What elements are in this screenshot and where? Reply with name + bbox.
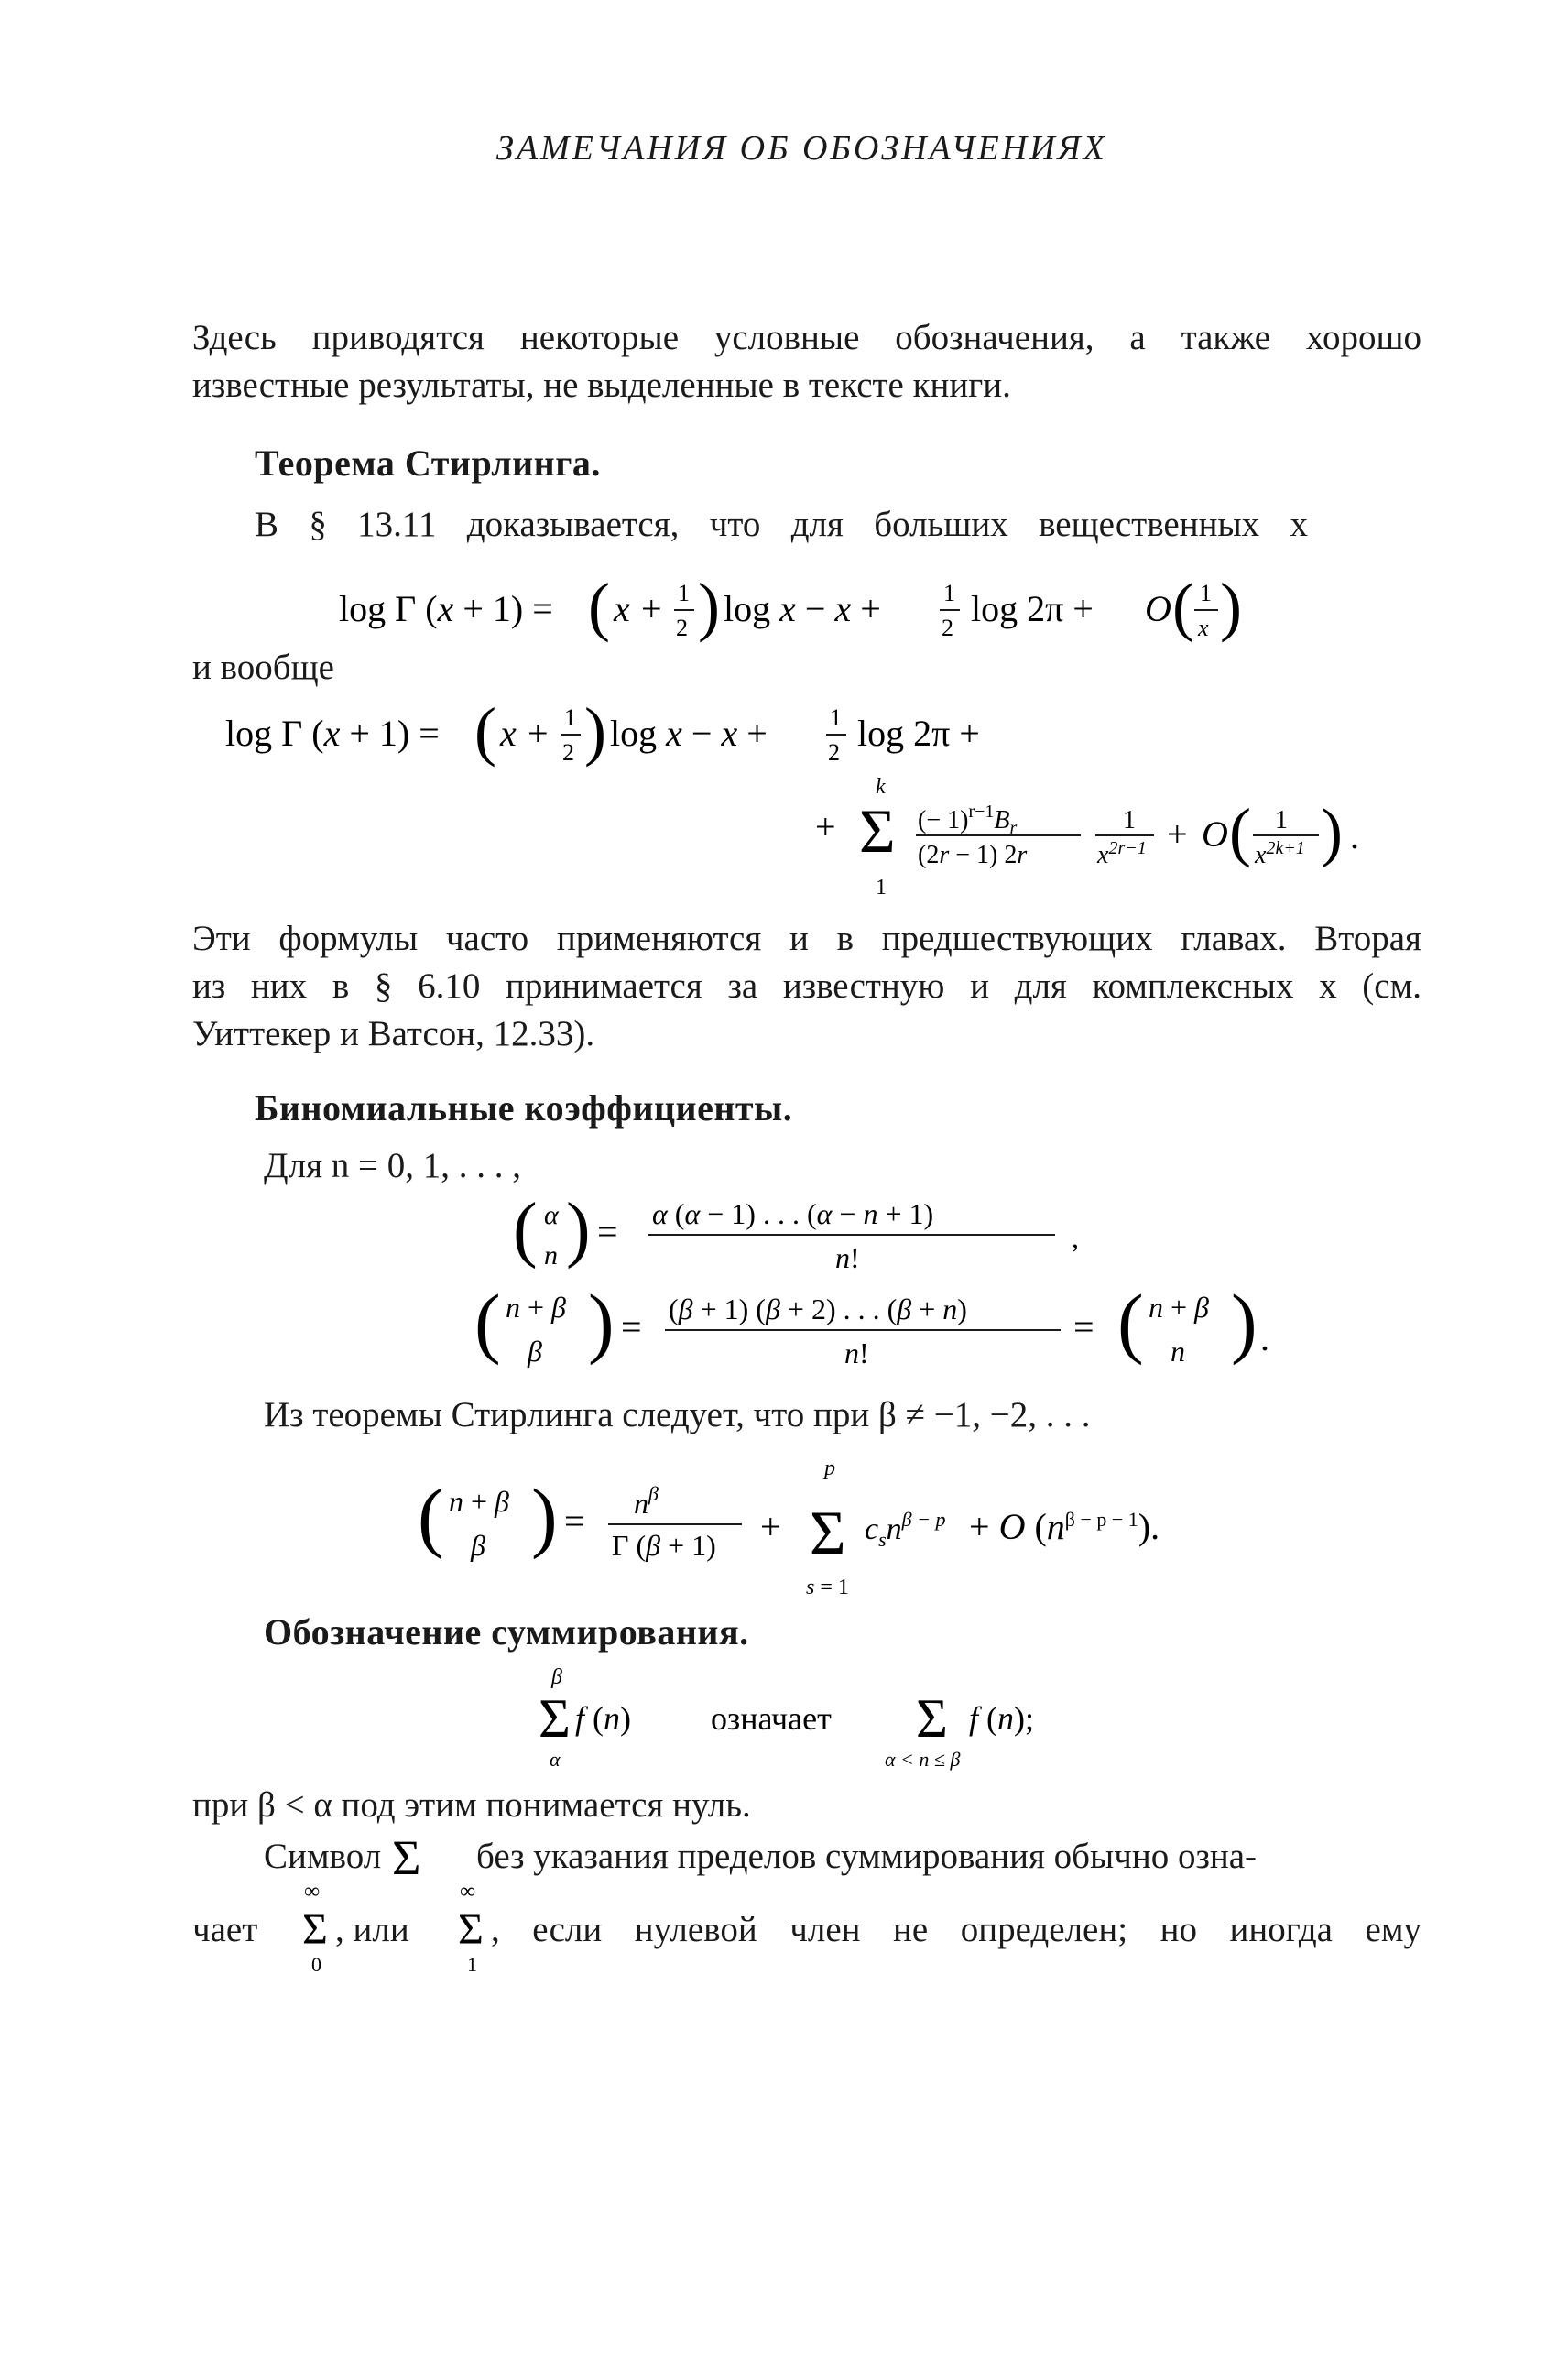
svg-text:(: ( [474, 1282, 501, 1366]
svg-text:log Γ (x + 1) =: log Γ (x + 1) = [225, 713, 440, 754]
svg-text:n + β: n + β [449, 1485, 509, 1518]
svg-text:Σ: Σ [810, 1498, 846, 1567]
svg-text:): ) [566, 1191, 591, 1270]
intro-line-2: известные результаты, не выделенные в тексте книги. [192, 365, 1011, 405]
svg-text:): ) [1231, 1282, 1258, 1366]
svg-text:α: α [550, 1748, 561, 1771]
svg-text:(: ( [1229, 795, 1251, 868]
running-header: ЗАМЕЧАНИЯ ОБ ОБОЗНАЧЕНИЯХ [496, 129, 1107, 168]
intro-line-1: Здесь приводятся некоторые условные обозначения, а также хорошо [192, 318, 1421, 357]
svg-text:s = 1: s = 1 [806, 1576, 849, 1599]
svg-text:): ) [1321, 795, 1343, 868]
svg-text:x: x [500, 713, 517, 754]
svg-text:log x − x +: log x − x + [724, 588, 881, 629]
svg-text:1: 1 [467, 1953, 477, 1976]
stirling-lead: В § 13.11 доказывается, что для больших вещественных x [255, 505, 1308, 544]
svg-text:.: . [1260, 1317, 1269, 1358]
svg-text:0: 0 [311, 1953, 321, 1976]
svg-text:x2k+1: $x^{2k+1}$ [1255, 838, 1305, 869]
svg-text:n!: n! [844, 1336, 869, 1369]
binomial-heading: Биномиальные коэффициенты. [255, 1087, 793, 1129]
svg-text:): ) [584, 694, 606, 768]
svg-text:p: p [824, 1456, 835, 1480]
svg-text:+: + [1167, 813, 1188, 855]
stirling-remark-line-3: Уиттекер и Ватсон, 12.33). [192, 1014, 595, 1053]
svg-text:β: β [471, 1529, 485, 1562]
sigma-0-inf [299, 1876, 339, 1977]
svg-text:): ) [588, 1282, 615, 1366]
binomial-lead-2: Из теоремы Стирлинга следует, что при β ≠ −1, −2, . . . [264, 1395, 1091, 1434]
svg-text:2: 2 [562, 739, 574, 766]
svg-text:,: , [1072, 1221, 1079, 1254]
last-line-or: , или [335, 1910, 409, 1949]
svg-text:+: + [641, 588, 662, 629]
svg-text:x: x [1198, 615, 1209, 641]
svg-text:=: = [1073, 1306, 1094, 1347]
svg-text:β: β [528, 1335, 542, 1368]
svg-text:log 2π +: log 2π + [971, 588, 1094, 629]
svg-text:(: ( [588, 570, 610, 643]
svg-text:=: = [621, 1306, 642, 1347]
svg-text:=: = [564, 1500, 585, 1542]
last-line-start: чает [192, 1910, 258, 1949]
svg-text:n: n [1171, 1335, 1185, 1368]
summation-symbol-end: без указания пределов суммирования обычно озна- [476, 1837, 1258, 1876]
summation-symbol-start: Символ [264, 1837, 382, 1876]
svg-text:α < n ≤ β: α < n ≤ β [885, 1748, 961, 1771]
svg-text:(: ( [513, 1191, 538, 1270]
svg-text:Σ: Σ [859, 796, 896, 866]
svg-text:x: x [614, 588, 630, 629]
svg-text:α: α [544, 1200, 559, 1230]
svg-text:Σ: Σ [916, 1688, 948, 1749]
stirling-remark-line-1: Эти формулы часто применяются и в предшествующих главах. Вторая [192, 919, 1421, 958]
svg-text:2: 2 [942, 615, 953, 641]
svg-text:log Γ (x + 1) =: log Γ (x + 1) = [339, 588, 553, 629]
svg-text:): ) [531, 1472, 558, 1560]
svg-text:log x − x +: log x − x + [610, 713, 768, 754]
svg-text:n!: n! [835, 1241, 860, 1274]
svg-text:1: 1 [876, 876, 887, 900]
svg-text:1: 1 [943, 580, 955, 606]
stirling-connector: и вообще [192, 648, 334, 687]
svg-text:x2r−1: $x^{2r-1}$ [1097, 838, 1147, 869]
stirling-heading: Теорема Стирлинга. [255, 442, 601, 484]
binomial-formula-1 [513, 1191, 1117, 1282]
svg-text:(: ( [474, 694, 496, 768]
svg-text:Γ (β + 1): Γ (β + 1) [612, 1529, 716, 1562]
svg-text:log 2π +: log 2π + [857, 713, 980, 754]
svg-text:∞: ∞ [304, 1880, 321, 1903]
svg-text:∞: ∞ [460, 1880, 476, 1903]
svg-text:(β + 1) (β + 2) . . . (β + n): (β + 1) (β + 2) . . . (β + n) [669, 1293, 967, 1325]
svg-text:+ O (nβ − p − 1).: + O $(n^{\beta - p - 1})$. [969, 1506, 1160, 1547]
svg-text:O: O [1202, 813, 1228, 855]
svg-text:(− 1)r−1Br: (− $1)^{r-1}B_r$ [918, 802, 1018, 838]
svg-text:+: + [760, 1506, 781, 1547]
svg-text:1: 1 [830, 704, 842, 731]
svg-text:): ) [1220, 570, 1242, 643]
svg-text:=: = [597, 1211, 618, 1252]
summation-heading: Обозначение суммирования. [264, 1611, 749, 1653]
svg-text:f (n): f (n) [575, 1700, 632, 1737]
stirling-formula-2-line-2 [815, 775, 1456, 903]
svg-text:O: O [1145, 588, 1171, 629]
svg-text:): ) [698, 570, 720, 643]
svg-text:1: 1 [1200, 580, 1212, 606]
svg-text:csnβ − p: $c_sn^{\beta - p}$ [865, 1508, 946, 1551]
svg-text:2: 2 [828, 739, 840, 766]
svg-text:Σ: Σ [458, 1905, 484, 1954]
svg-text:Σ: Σ [539, 1688, 571, 1749]
svg-text:1: 1 [678, 580, 690, 606]
svg-text:(: ( [418, 1472, 444, 1560]
sigma-symbol [390, 1828, 436, 1883]
svg-text:1: 1 [1275, 806, 1288, 834]
summation-zero-line: при β < α под этим понимается нуль. [192, 1785, 751, 1825]
svg-text:α (α − 1) . . . (α − n + 1): α (α − 1) . . . (α − n + 1) [652, 1197, 934, 1230]
svg-text:+: + [815, 806, 836, 847]
stirling-formula-1 [339, 557, 1310, 658]
summation-formula [539, 1664, 1143, 1773]
svg-text:(: ( [1117, 1282, 1144, 1366]
svg-text:n + β: n + β [1149, 1291, 1209, 1324]
summation-means: означает [711, 1700, 832, 1737]
last-line-end: , если нулевой член не определен; но иногда ему [491, 1910, 1421, 1949]
stirling-formula-2-line-1 [225, 689, 1141, 780]
stirling-remark-line-2: из них в § 6.10 принимается за известную и для комплексных x (см. [192, 966, 1421, 1006]
svg-text:f (n);: f (n); [969, 1700, 1035, 1737]
svg-text:Σ: Σ [392, 1830, 421, 1883]
svg-text:(: ( [1172, 570, 1194, 643]
svg-text:(2r − 1) 2r: (2r − 1) 2r [918, 841, 1028, 869]
binomial-lead: Для n = 0, 1, . . . , [264, 1146, 521, 1185]
svg-text:n: n [544, 1240, 558, 1271]
svg-text:1: 1 [564, 704, 576, 731]
binomial-formula-2 [474, 1282, 1299, 1383]
svg-text:1: 1 [1123, 806, 1136, 834]
svg-text:+: + [528, 713, 549, 754]
svg-text:2: 2 [676, 615, 688, 641]
svg-text:β: β [551, 1665, 562, 1689]
svg-text:nβ: $n^\beta$ [634, 1482, 659, 1520]
svg-text:n + β: n + β [506, 1291, 566, 1324]
svg-text:.: . [1350, 815, 1359, 856]
sigma-1-inf [454, 1876, 495, 1977]
svg-text:Σ: Σ [302, 1905, 328, 1954]
svg-text:k: k [876, 775, 886, 799]
binomial-formula-3 [418, 1447, 1260, 1612]
